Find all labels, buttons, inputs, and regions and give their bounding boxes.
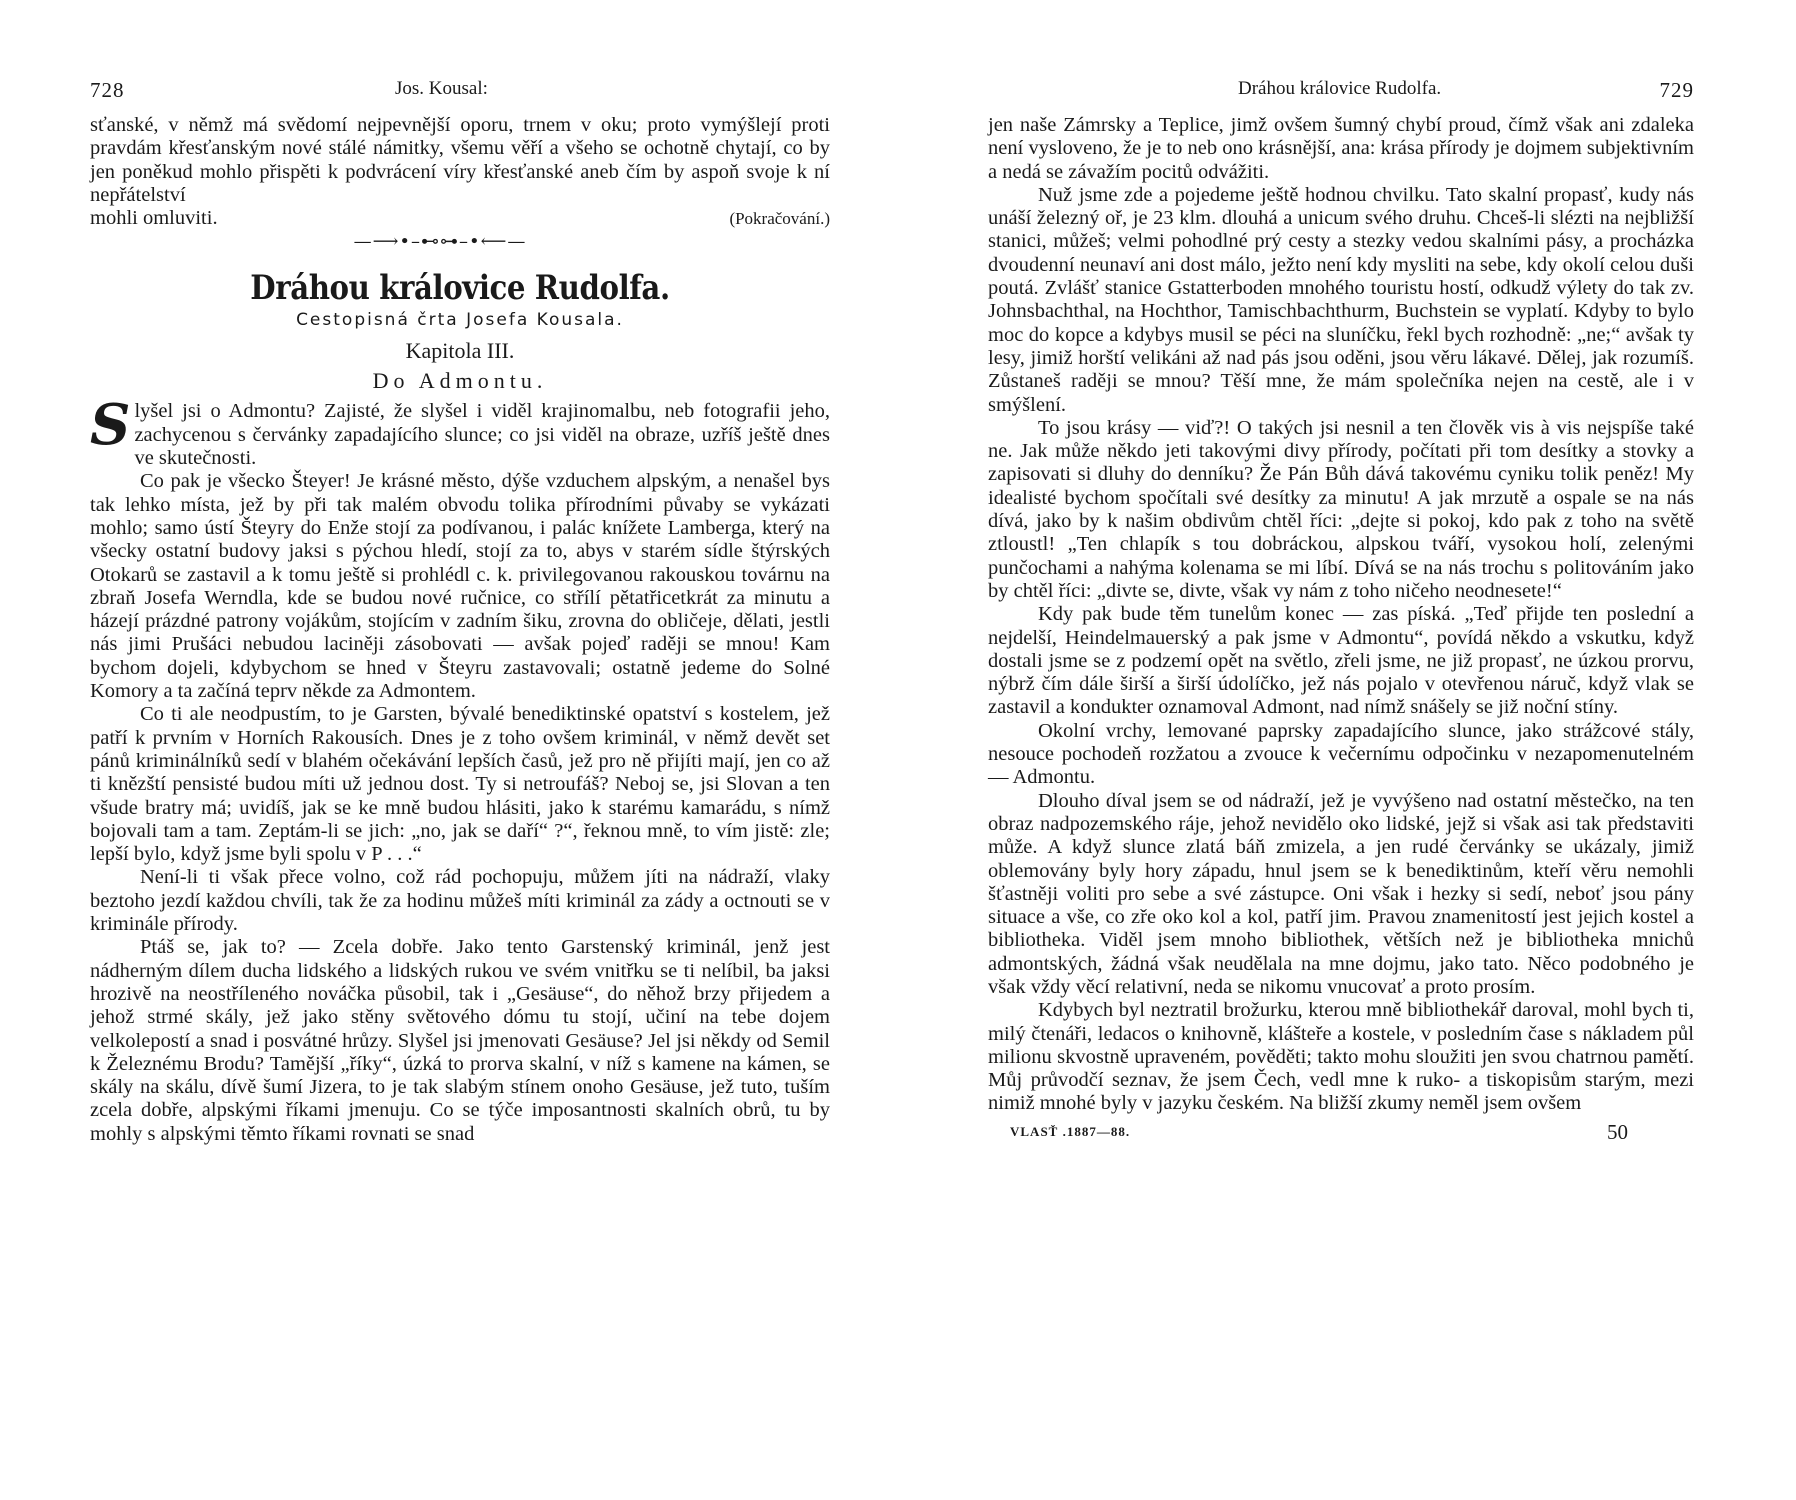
article-subtitle: Cestopisná črta Josefa Kousala. <box>296 310 624 331</box>
paragraph-2: Co pak je všecko Šteyer! Je krásné město, dýše vzduchem alpským, a nenašel bys tak lehko místa, jež by při tak malém obvodu tolika přírodními půvaby se vykázati mohlo; samo ústí Šteyry do Enže stojí za podívanou, i palác knížete Lamberga, který na všecky ostatní budovy jaksi s pýchou hledí, stojí za to, abys v starém sídle štýrských Otokarů se zastavil a k tomu ještě si prohlédl c. k. privilegovanou rakouskou továrnu na zbraň Josefa Werndla, kde se budou nové ručnice, co střílí pětatřicetkrát za minutu a házejí prázdné patrony vojákům, stojícím v zadním šiku, zrovna do obličeje, dělati, jestli nás jimi Prušáci nebudou laciněji zásobovati — avšak pojeď raději se mnou! Kam bychom dojeli, kdybychom se hned v Šteyru zastavovali; ostatně jedeme do Solné Komory a ta začíná teprv někde za Admontem. <box>90 470 830 703</box>
chapter-title: Do Admontu. <box>372 368 548 394</box>
page-footer <box>988 1120 1694 1150</box>
right-page-number: 729 <box>1659 78 1694 102</box>
right-continuation: jen naše Zámrsky a Teplice, jimž ovšem šumný chybí proud, čímž však ani zdaleka není vysloveno, že je to neb ono krásnější, ana: krása přírody je dojmem subjektivním a nedá se závažím pocitů odvážiti. <box>988 114 1694 183</box>
right-paragraph-3: Kdy pak bude těm tunelům konec — zas píská. „Teď přijde ten poslední a nejdelší, Heindelmauerský a pak jsme v Admontu“, povídá někdo a vskutku, když dostali jsme se z podzemí opět na světlo, zřeli jsme, ne již propasť, ne úzkou prorvu, nýbrž čím dále širší a širší údolíčko, jež nás pojalo v otevřenou náruč, když vlak se zastavil a kondukter oznamoval Admont, nad nímž snášely se již noční stíny. <box>988 603 1694 719</box>
paragraph-1-text: lyšel jsi o Admontu? Zajisté, že slyšel i viděl krajinomalbu, neb fotografii jeho, zachycenou s červánky zapadajícího slunce; co jsi viděl na obraze, uzříš ještě dnes ve skutečnosti. <box>134 400 830 470</box>
continued-note: (Pokračování.) <box>729 209 830 229</box>
paragraph-3: Co ti ale neodpustím, to je Garsten, bývalé benediktinské opatství s kostelem, jež patří k prvním v Horních Rakousích. Dnes je z toho ovšem kriminál, v němž devět set pánů kriminálníků sedí v blahém očekávání lepších časů, jež pro ně přijíti mají, jen co až ti knězští pensisté budou míti už jednou dost. Ty si netroufáš? Neboj se, jsi Slovan a ten všude bratry má; uvidíš, jak se ke mně budou hlásiti, jako k starému kamarádu, s nímž bojovali tam a tam. Zeptám-li se jich: „no, jak se daří“ ?“, řeknou mně, to vím jistě: zle; lepší bylo, když jsme byli spolu v P . . .“ <box>90 703 830 866</box>
continuation-last: mohli omluviti. <box>90 207 218 230</box>
right-paragraph-2: To jsou krásy — viď?! O takých jsi nesnil a ten člověk vis à vis nejspíše také ne. Jak může někdo jeti takovými divy přírody, počítati při tom desítky a stovky a zapisovati si dluhy do denníku? Že Pán Bůh dává takovému cyniku tolik peněz! My idealisté bychom spočítali své desítky za minutu! A jak mrzutě a ospale se na nás dívá, jako by k našim obdivům chtěl říci: „dejte si pokoj, kdo pak z toho na světě ztloustl! „Ten chlapík s tou dobráckou, alpskou tváří, vysokou holí, zelenými punčochami a nahýma kolenama se mi líbí. Dívá se na nás trochu s politováním jako by chtěl říci: „divte se, divte, však vy nám z toho ničeho neodnesete!“ <box>988 416 1694 602</box>
article-title: Dráhou královice Rudolfa. <box>250 268 670 309</box>
right-paragraph-6: Kdybych byl neztratil brožurku, kterou mně bibliothekář daroval, mohl bych ti, milý čtenáři, ledacos o knihovně, klášteře a kostele, v posledním čase s nákladem půl milionu skvostně upraveném, pověděti; takto mohu sloužiti jen svou chatrnou pamětí. Můj průvodčí seznav, že jsem Čech, vedl mne k ruko- a tiskopisům starým, mezi nimiž mnohé byly v jazyku českém. Na bližší zkumy neměl jsem ovšem <box>988 999 1694 1115</box>
right-paragraph-1: Nuž jsme zde a pojedeme ještě hodnou chvilku. Tato skalní propasť, kudy nás unáší železný oř, je 23 klm. dlouhá a unicum svého druhu. Chceš-li slézti na nejbližší stanici, můžeš; velmi pohodlné prý cesty a stezky vedou skalními pásy, a procházka dvoudenní neunaví ani dost málo, ježto není kdy mysliti na sebe, kdy okolí celou duši poutá. Zvlášť stanice Gstatterboden mnohého touristu hostí, odkudž výlety do tak zv. Johnsbachthal, na Hochthor, Tamischbachthurm, Buchstein se vyplatí. Kdyby to bylo moc do kopce a kdybys musil se péci na sluníčku, řekl bych rozhodně: „ne;“ avšak ty lesy, jimiž horští velikáni až nad pás jsou oděni, jsou věru lákavé. Dělej, jak rozumíš. Zůstaneš raději se mnou? Těší mne, že mám společníka nejen na cestě, ale i v smýšlení. <box>988 183 1694 416</box>
ornament-divider: —⟶•–⊷⊶–•⟵— <box>353 231 527 253</box>
left-running-head <box>90 78 830 114</box>
left-running-title: Jos. Kousal: <box>395 78 488 99</box>
right-paragraph-4: Okolní vrchy, lemované paprsky zapadajícího slunce, jako strážcové stály, nesouce pochodeň rozžatou a zvouce k večernímu odpočinku v nezapomenutelném — Admontu. <box>988 719 1694 789</box>
right-paragraph-5: Dlouho díval jsem se od nádraží, jež je vyvýšeno nad ostatní městečko, na ten obraz nadpozemského ráje, jehož nevidělo oko lidské, jejž si však asi tak představiti může. A když slunce zlatá báň zmizela, a jen rudé červánky se ukázaly, jimiž oblemovány byly hory západu, hnul jsem se k benediktinům, kteří věru nemohli šťastněji voliti pro sebe a své zástupce. Oni však i hezky si sedí, neboť jsou pány situace a vše, co zře oko kol a kol, patří jim. Pravou znamenitostí jest jejich kostel a bibliotheka. Viděl jsem mnoho bibliothek, větších než je bibliotheka mnichů admontských, žádná však neudělala na mne dojmu, jako tato. Něco podobného je však vždy věcí relativní, neda se nikomu vnucovať a proto prosím. <box>988 789 1694 998</box>
right-text <box>988 114 1694 1116</box>
signature-mark: VLASŤ .1887—88. <box>1010 1123 1131 1139</box>
left-page <box>90 78 830 1146</box>
paragraph-5: Ptáš se, jak to? — Zcela dobře. Jako tento Garstenský kriminál, jenž jest nádherným dílem ducha lidského a lidských rukou ve svém vnitřku se ti nelíbil, ba jaksi hrozivě na neostříleného nováčka působil, tak i „Gesäuse“, do něhož brzy přijedem a jehož strmé skály, jež jako stěny světového dómu tu stojí, učiní na tebe dojem velkolepostí a snad i posvátné hrůzy. Slyšel jsi jmenovati Gesäuse? Jel jsi někdy od Semil k Železnému Brodu? Tamější „říky“, úzká to prorva skalní, v níž s kamene na kámen, se skály na skálu, dívě šumí Jizera, to je tak slabým stínem onoho Gesäuse, jež tuto, tuším zcela dobře, alpskými říkami jmenuju. Co se týče imposantnosti skalních obrů, tu by mohly s alpskými těmto říkami rovnati se snad <box>90 936 830 1145</box>
right-running-head <box>988 78 1694 114</box>
sheet-number: 50 <box>1607 1119 1628 1144</box>
right-running-title: Dráhou královice Rudolfa. <box>1238 78 1442 99</box>
right-page <box>988 78 1694 1150</box>
dropcap-letter: S <box>90 392 131 459</box>
paragraph-1 <box>90 392 830 470</box>
continuation-last-line <box>90 207 830 230</box>
left-text <box>90 114 830 1146</box>
continuation-text: sťanské, v němž má svědomí nejpevnější oporu, trnem v oku; proto vymýšlejí proti pravdám křesťanským nové stálé námitky, všemu věří a všeho se ochotně chytají, co by jen poněkud mohlo přispěti k podvrácení víry křesťanské aneb čím by aspoň svoje k ní nepřátelství <box>90 114 830 206</box>
left-page-number: 728 <box>90 78 125 102</box>
chapter-heading: Kapitola III. <box>405 338 515 364</box>
paragraph-4: Není-li ti však přece volno, což rád pochopuju, můžem jíti na nádraží, vlaky beztoho jezdí každou chvíli, tak že za hodinu můžeš míti kriminál za zády a octnouti se v kriminále přírody. <box>90 866 830 936</box>
